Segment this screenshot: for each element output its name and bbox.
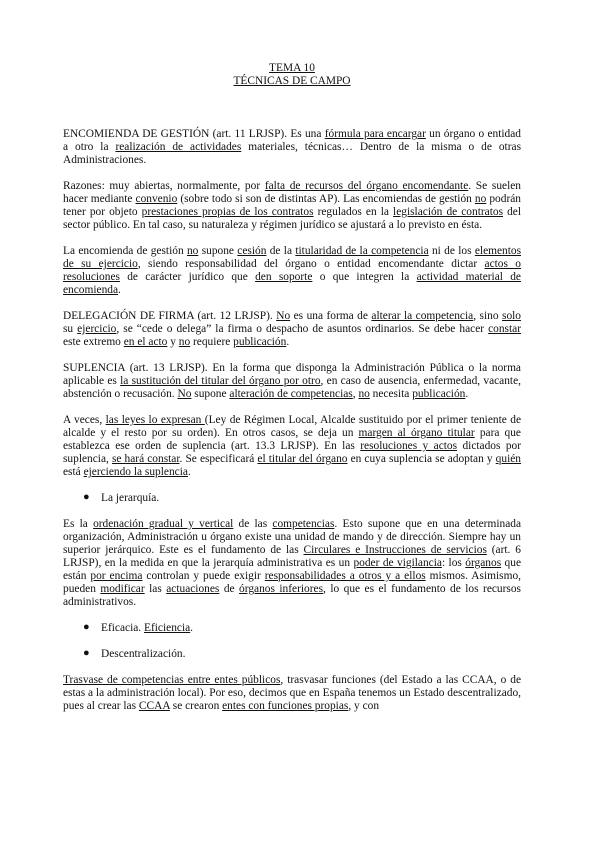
underlined-term: alteración de competencias [229, 388, 353, 400]
list-item-text [101, 648, 185, 660]
text-run: requiere [190, 336, 234, 348]
text-run: un órgano o entidad a otro la [63, 128, 521, 153]
underlined-term: el titular del órgano [257, 453, 348, 465]
text-run: , [352, 388, 359, 400]
text-run: es una forma de [290, 310, 372, 322]
underlined-term: No [276, 310, 291, 322]
text-run: . Se especificará [179, 453, 258, 465]
underlined-term: actuaciones [166, 583, 220, 595]
underlined-term: quién [495, 453, 521, 465]
text-run: Es la [63, 518, 94, 530]
underlined-term: ejerciendo la suplencia [83, 466, 188, 478]
text-run: supone [191, 388, 230, 400]
list-item [63, 492, 521, 505]
underlined-term: ejercicio [77, 323, 117, 335]
text-run: supone [198, 245, 238, 257]
text-run: de carácter jurídico que [119, 271, 256, 283]
text-run: podrán tener por objeto [63, 193, 521, 218]
text-run: , siendo responsabilidad del órgano o entidad encomendante dictar [137, 258, 485, 270]
underlined-term: falta de recursos del órgano encomendante [264, 180, 469, 192]
text-run: ni de los [428, 245, 475, 257]
text-run: necesita [369, 388, 413, 400]
title-line-1: TEMA 10 [269, 62, 315, 74]
underlined-term: órganos inferiores [239, 583, 324, 595]
text-run: o que integren la [312, 271, 417, 283]
bullet-icon: ● [83, 491, 90, 503]
text-run: las [144, 583, 167, 595]
text-run: este extremo [63, 336, 124, 348]
text-run: , y con [348, 700, 380, 712]
text-run: , trasvasar funciones (del Estado a las CCAA, o de estas a la administración local). Por eso, decimos que en España tenemos un Estado descentralizado, pues al crear las [63, 674, 521, 712]
underlined-term: entes con funciones propias [222, 700, 349, 712]
underlined-term: publicación [412, 388, 466, 400]
underlined-term: margen al órgano titular [358, 427, 475, 439]
text-run: mismos. Asimismo, pueden [63, 570, 521, 595]
underlined-term: por encima [90, 570, 143, 582]
underlined-term: elementos de su ejercicio [63, 245, 522, 270]
underlined-term: resoluciones y actos [360, 440, 458, 452]
bullet-icon: ● [83, 621, 90, 633]
text-run: , se “cede o delega” la firma o despacho de asuntos ordinarios. Se debe hacer [116, 323, 489, 335]
underlined-term: las leyes lo expresan [105, 414, 205, 426]
document-page [63, 62, 521, 726]
underlined-term: cesión [237, 245, 267, 257]
underlined-term: actos o resoluciones [63, 258, 522, 283]
underlined-term: No [177, 388, 192, 400]
underlined-term: competencias [272, 518, 335, 530]
text-run: está [63, 466, 84, 478]
document-title [63, 62, 521, 88]
text-run: se crearon [169, 700, 223, 712]
paragraph-suplencia-detalle [63, 414, 521, 479]
underlined-term: no [186, 245, 199, 257]
underlined-term: Trasvase de competencias entre entes públicos [63, 674, 281, 686]
text-run: de la [266, 245, 296, 257]
text-run: regulados en la [313, 206, 394, 218]
text-run: (Ley de Régimen Local, Alcalde sustituido por el primer teniente de alcalde y el resto por su orden). En otros casos, se deja un [63, 414, 521, 439]
text-run: Descentralización. [101, 648, 186, 660]
text-run: y [167, 336, 179, 348]
paragraph-encomienda-no-cesion [63, 245, 521, 297]
underlined-term: modificar [100, 583, 145, 595]
bullet-icon: ● [83, 647, 90, 659]
text-run: . Esto supone que en una determinada organización, Administración u órgano existe una unidad de mando y de dirección. Siempre hay un superior jerárquico. Este es el fundamento de las [63, 518, 522, 556]
text-run: Eficacia. [101, 622, 144, 634]
text-run: de [219, 583, 240, 595]
underlined-term: se hará constar [111, 453, 180, 465]
underlined-term: constar [488, 323, 521, 335]
underlined-term: CCAA [138, 700, 170, 712]
underlined-term: actividad material de encomienda [63, 271, 521, 296]
title-line-2: TÉCNICAS DE CAMPO [233, 75, 351, 87]
text-run: su [63, 323, 78, 335]
text-run: , en caso de ausencia, enfermedad, vacante, abstención o recusación. [63, 375, 521, 400]
underlined-term: Eficiencia [144, 622, 191, 634]
underlined-term: alterar la competencia [371, 310, 474, 322]
text-run: . [465, 388, 469, 400]
underlined-term: titularidad de la competencia [295, 245, 429, 257]
underlined-term: legislación de contratos [393, 206, 504, 218]
text-run: (art. 6 LRJSP), en la medida en que la jerarquía administrativa es un [63, 544, 521, 569]
text-run: . [190, 622, 194, 634]
underlined-term: responsabilidades a otros y a ellos [264, 570, 426, 582]
text-run: . [118, 284, 121, 296]
list-item [63, 622, 521, 635]
text-run: ENCOMIENDA DE GESTIÓN (art. 11 LRJSP). Es una [63, 128, 325, 140]
underlined-term: no [474, 193, 487, 205]
underlined-term: poder de vigilancia [353, 557, 442, 569]
paragraph-delegacion-firma [63, 310, 521, 349]
text-run: controlan y puede exigir [142, 570, 265, 582]
text-run: para que establezca ese orden de suplencia (art. 13.3 LRJSP). En las [63, 427, 521, 452]
underlined-term: convenio [135, 193, 178, 205]
underlined-term: fórmula para encargar [324, 128, 426, 140]
paragraph-descentralizacion [63, 674, 521, 713]
text-run: SUPLENCIA (art. 13 LRJSP). En la forma que disponga la Administración Pública o la norma aplicable es [63, 362, 521, 387]
list-item [63, 648, 521, 661]
underlined-term: no [358, 388, 370, 400]
text-run: . [286, 336, 290, 348]
underlined-term: la sustitución del titular del órgano por otro [120, 375, 321, 387]
paragraph-razones [63, 180, 521, 232]
text-run: . [187, 466, 191, 478]
text-run: materiales, técnicas… Dentro de la misma o de otras Administraciones. [63, 141, 522, 166]
text-run: La jerarquía. [101, 492, 160, 504]
text-run: La encomienda de gestión [63, 245, 187, 257]
underlined-term: solo [502, 310, 522, 322]
text-run: , lo que es el fundamento de los recursos administrativos. [63, 583, 521, 608]
text-run: de las [233, 518, 273, 530]
text-run: . Se suelen hacer mediante [63, 180, 521, 205]
list-item-text [101, 622, 193, 634]
text-run: del sector público. En tal caso, su naturaleza y régimen jurídico se ajustará a lo previsto en ésta. [63, 206, 521, 231]
paragraph-jerarquia [63, 518, 521, 609]
text-run: : los [441, 557, 466, 569]
underlined-term: realización de actividades [115, 141, 242, 153]
bullet-list-eficacia [63, 622, 521, 635]
underlined-term: prestaciones propias de los contratos [141, 206, 314, 218]
underlined-term: ordenación gradual y vertical [93, 518, 234, 530]
text-run: , sino [473, 310, 503, 322]
underlined-term: órganos [465, 557, 502, 569]
bullet-list-descentralizacion [63, 648, 521, 661]
underlined-term: en el acto [123, 336, 168, 348]
text-run: en cuya suplencia se adoptan y [347, 453, 496, 465]
paragraph-suplencia [63, 362, 521, 401]
text-run: DELEGACIÓN DE FIRMA (art. 12 LRJSP). [63, 310, 277, 322]
text-run: A veces, [63, 414, 106, 426]
text-run: (sobre todo si son de distintas AP). Las encomiendas de gestión [177, 193, 475, 205]
text-run: que están [63, 557, 522, 582]
bullet-list-jerarquia [63, 492, 521, 505]
list-item-text [101, 492, 159, 504]
underlined-term: publicación [233, 336, 287, 348]
underlined-term: den soporte [255, 271, 313, 283]
underlined-term: Circulares e Instrucciones de servicios [303, 544, 487, 556]
underlined-term: no [178, 336, 191, 348]
text-run: dictados por suplencia, [63, 440, 522, 465]
text-run: Razones: muy abiertas, normalmente, por [63, 180, 265, 192]
paragraph-encomienda-gestion [63, 128, 521, 167]
